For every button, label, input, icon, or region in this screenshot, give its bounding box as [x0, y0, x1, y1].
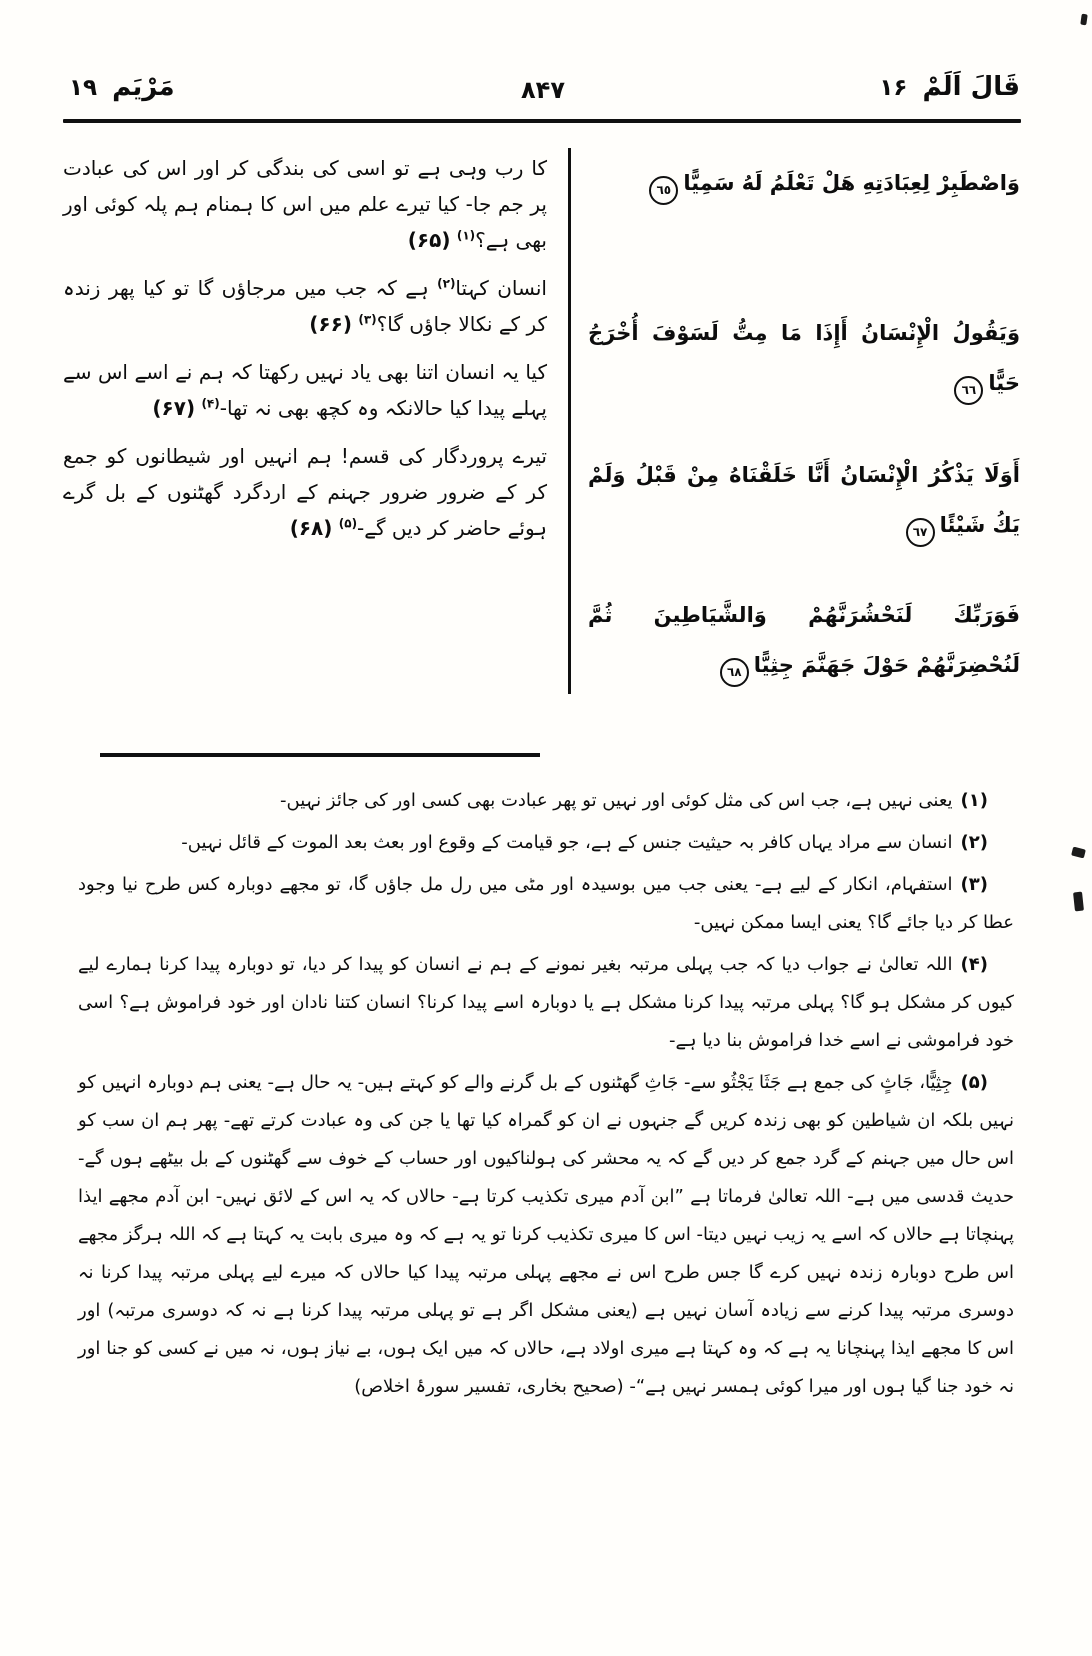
surah-title: مَرْيَم — [112, 72, 175, 102]
scan-artifact — [1071, 847, 1086, 859]
urdu-translation-column — [63, 150, 547, 558]
arabic-verse-text: أَوَلَا يَذْكُرُ الْإِنْسَانُ أَنَّا خَلَقْنَاهُ مِنْ قَبْلُ وَلَمْ يَكُ شَيْئًا — [588, 463, 1020, 537]
arabic-verse-67 — [588, 450, 1020, 550]
translation-text: کیا یہ انسان اتنا بھی یاد نہیں رکھتا کہ ہم نے اسے اس سے پہلے پیدا کیا حالانکہ وہ کچھ بھی نہ تھا- — [63, 360, 547, 420]
footnote-text: انسان سے مراد یہاں کافر بہ حیثیت جنس کے ہے، جو قیامت کے وقوع اور بعث بعد الموت کے قائل نہیں- — [181, 832, 953, 853]
verse-number: (۶۶) — [309, 312, 352, 336]
scan-artifact — [1073, 892, 1084, 912]
verse-number-circle-66: ٦٦ — [954, 376, 983, 405]
footnote-marker: (۱) — [960, 790, 988, 811]
arabic-verse-68 — [588, 590, 1020, 690]
verse-number-circle-68: ٦٨ — [720, 658, 749, 687]
urdu-translation-67 — [63, 354, 547, 426]
footnote-marker: (۵) — [960, 1072, 988, 1093]
translation-text: انسان کہتا — [455, 276, 547, 300]
arabic-verse-65 — [588, 158, 1020, 208]
footnote-ref: (۵) — [338, 516, 358, 531]
footnote-ref: (۴) — [201, 396, 220, 411]
footnote-divider-line — [100, 753, 540, 757]
footnote-5 — [78, 1064, 1014, 1406]
footnote-3 — [78, 866, 1014, 942]
footnote-text: اللہ تعالیٰ نے جواب دیا کہ جب پہلی مرتبہ بغیر نمونے کے ہم نے انسان کو پیدا کر دیا، تو دوبارہ پیدا کرنا ہمارے لیے کیوں کر مشکل ہو گا؟ پہلی مرتبہ پیدا کرنا مشکل ہے یا دوبارہ اسے پیدا کرنا؟ انسان کتنا نادان اور خود فراموش ہے؟ اسی خود فراموشی نے اسے خدا فراموش بنا دیا ہے- — [78, 954, 1014, 1051]
footnote-ref: (۲) — [437, 276, 456, 291]
verse-number-circle-67: ٦٧ — [906, 518, 935, 547]
footnote-2 — [78, 824, 1014, 862]
verse-number: (۶۷) — [152, 396, 196, 420]
footnote-text: استفہام، انکار کے لیے ہے- یعنی جب میں بوسیدہ اور مٹی میں رل مل جاؤں گا، تو مجھے دوبارہ کس طرح نیا وجود عطا کر دیا جائے گا؟ یعنی ایسا ممکن نہیں- — [78, 874, 1014, 933]
arabic-verse-text: وَاصْطَبِرْ لِعِبَادَتِهِ هَلْ تَعْلَمُ لَهُ سَمِيًّا — [683, 171, 1020, 195]
scan-artifact — [1080, 14, 1087, 26]
footnote-ref: (۱) — [456, 228, 476, 243]
arabic-verse-text: وَيَقُولُ الْإِنْسَانُ أَإِذَا مَا مِتُّ لَسَوْفَ أُخْرَجُ حَيًّا — [588, 321, 1020, 395]
footnote-4 — [78, 946, 1014, 1060]
verse-number: (۶۵) — [407, 228, 451, 252]
juz-number: ۱۶ — [879, 75, 908, 101]
page-header — [0, 66, 1092, 120]
footnotes-section — [78, 782, 1014, 1410]
header-divider-line — [63, 119, 1021, 123]
translation-text: تیرے پروردگار کی قسم! ہم انہیں اور شیطانوں کو جمع کر کے ضرور ضرور جہنم کے اردگرد گھٹنوں کے بل گرے ہوئے حاضر کر دیں گے- — [63, 444, 547, 540]
urdu-translation-68 — [63, 438, 547, 546]
arabic-verse-text: فَوَرَبِّكَ لَنَحْشُرَنَّهُمْ وَالشَّيَاطِينَ ثُمَّ لَنُحْضِرَنَّهُمْ حَوْلَ جَهَنَّمَ جِثِيًّا — [588, 603, 1020, 677]
verse-number: (۶۸) — [289, 516, 333, 540]
footnote-marker: (۳) — [960, 874, 988, 895]
translation-text: ہے کہ جب میں مرجاؤں گا تو کیا پھر زندہ کر کے نکالا جاؤں گا؟ — [63, 276, 547, 336]
arabic-verses-column — [588, 150, 1020, 690]
translation-text: کا رب وہی ہے تو اسی کی بندگی کر اور اس کی عبادت پر جم جا- کیا تیرے علم میں اس کا ہمنام ہم پلہ کوئی اور بھی ہے؟ — [63, 156, 547, 252]
footnote-marker: (۴) — [960, 954, 988, 975]
verse-number-circle-65: ٦٥ — [649, 176, 678, 205]
arabic-verse-66 — [588, 308, 1020, 408]
surah-heading — [63, 72, 175, 102]
page-number: ۸۴۷ — [521, 76, 565, 104]
column-divider-line — [568, 148, 571, 694]
urdu-translation-66 — [63, 270, 547, 342]
footnote-text: یعنی نہیں ہے، جب اس کی مثل کوئی اور نہیں تو پھر عبادت بھی کسی اور کی جائز نہیں- — [280, 790, 953, 811]
urdu-translation-65 — [63, 150, 547, 258]
footnote-ref: (۳) — [358, 312, 377, 327]
footnote-marker: (۲) — [960, 832, 988, 853]
juz-title: قَالَ اَلَمْ — [922, 72, 1020, 102]
juz-heading — [873, 72, 1020, 102]
footnote-1 — [78, 782, 1014, 820]
surah-number: ۱۹ — [69, 75, 98, 101]
footnote-text: جِثِیًّا، جَاثٍ کی جمع ہے جَثَا یَجْثُو سے- جَاثِ گھٹنوں کے بل گرنے والے کو کہتے ہیں- یہ حال ہے- یعنی ہم دوبارہ انہیں کو نہیں بلکہ ان شیاطین کو بھی زندہ کریں گے جنہوں نے ان کو گمراہ کیا تھا یا جن کی وہ عبادت کرتے تھے- پھر ہم ان سب کو اس حال میں جہنم کے گرد جمع کر دیں گے کہ یہ محشر کی ہولناکیوں اور حساب کے خوف سے گھٹنوں کے بل بیٹھے ہوں گے- حدیث قدسی میں ہے- اللہ تعالیٰ فرماتا ہے ”ابن آدم میری تکذیب کرتا ہے- حالاں کہ یہ اس کے لائق نہیں- ابن آدم مجھے ایذا پہنچاتا ہے حالاں کہ اسے یہ زیب نہیں دیتا- اس کا میری تکذیب کرنا تو یہ ہے کہ وہ میری بابت یہ کہتا ہے کہ اللہ ہرگز مجھے اس طرح دوبارہ زندہ نہیں کرے گا جس طرح اس نے مجھے پہلی مرتبہ پیدا کیا حالاں کہ میرے لیے پہلی مرتبہ پیدا کرنا نہ دوسری مرتبہ پیدا کرنے سے زیادہ آسان نہیں ہے (یعنی مشکل اگر ہے تو پہلی مرتبہ پیدا کرنا ہے نہ کہ دوسری مرتبہ) اور اس کا مجھے ایذا پہنچانا یہ ہے کہ وہ کہتا ہے میری اولاد ہے، حالاں کہ میں ایک ہوں، بے نیاز ہوں، نہ میں نے کسی کو جنا اور نہ خود جنا گیا ہوں اور میرا کوئی ہمسر نہیں ہے“- (صحیح بخاری، تفسیر سورۂ اخلاص) — [78, 1072, 1014, 1397]
